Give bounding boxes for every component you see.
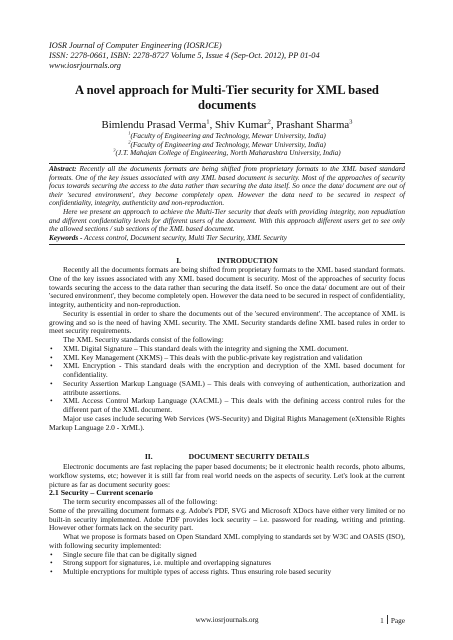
affiliation-text: (Faculty of Engineering and Technology, Mewar University, India) [130, 131, 326, 140]
body-paragraph: The term security encompasses all of the following: [63, 497, 218, 506]
author-name: Shiv Kumar [215, 119, 268, 131]
list-item [49, 380, 405, 398]
body-paragraph: Major use cases include securing Web Services (WS-Security) and Digital Rights Management (eXtensible Rights Markup Language 2.0 - XrML). [49, 413, 405, 432]
affiliation-superscript: 3 [113, 147, 116, 153]
abstract-text: Recently all the documents formats are being shifted from proprietary formats to the XML based standard formats. One of the key issues associated with any XML based document is security. Most of the approaches of security focus towards securing the access to the data rather than securing the data itself. So once the data/ document are out of their 'secured environment', they become completely open. However the data need to be secured in respect of confidentiality, integrity, authenticity and non-reproduction. [49, 164, 405, 208]
footer-url: www.iosrjournals.org [195, 615, 259, 624]
subsection-title: 2.1 Security – Current scenario [49, 488, 154, 498]
page-separator [387, 615, 388, 624]
affiliation [49, 149, 405, 158]
bullet-icon: • [50, 558, 53, 568]
list-item [49, 362, 405, 380]
paper-title: A novel approach for Multi-Tier security for XML based documents [75, 83, 379, 112]
section-title: INTRODUCTION [217, 256, 278, 265]
author-list [49, 119, 405, 131]
section-title: DOCUMENT SECURITY DETAILS [188, 452, 310, 461]
bullet-icon: • [50, 352, 53, 362]
abstract-paragraph: Here we present an approach to achieve the Multi-Tier security that deals with providing integrity, non repudiation and different confidentiality levels for different users of the document. With this approach different users get to see only the allowed sections / sub sections of the XML based document. [49, 206, 405, 234]
journal-url: www.iosrjournals.org [49, 60, 121, 70]
bullet-icon: • [50, 549, 53, 559]
abstract-paragraph [49, 165, 405, 208]
affiliation-text: (Faculty of Engineering and Technology, Mewar University, India) [130, 139, 326, 149]
section-heading [49, 256, 405, 265]
author-name: Bimlendu Prasad Verma [101, 119, 207, 131]
list-item-text: XML Key Management (XKMS) – This deals with the public-private key registration and validation [63, 352, 363, 362]
list-item-text: Strong support for signatures, i.e. multiple and overlapping signatures [63, 558, 272, 568]
journal-header [49, 41, 389, 70]
body-paragraph: The XML Security standards consist of the following: [63, 335, 224, 344]
abstract-block [49, 165, 405, 242]
body-paragraph: Recently all the documents formats are being shifted from proprietary formats to the XML based standard formats. One of the key issues associated with any XML based document is security. Most of the approaches of security focus towards securing the access to the data rather than securing the data itself. So once the data/ document are out of their 'secured environment', they become completely open. However the data need to be secured in respect of confidentiality, integrity, authenticity and non-reproduction. [49, 265, 405, 309]
body-paragraph: Some of the prevailing document formats e.g. Adobe's PDF, SVG and Microsoft XDocs have either very limited or no built-in security implemented. Adobe PDF provides lock security – i.e. password for reading, writing and printing. However other formats lack on the security part. [49, 505, 405, 533]
author-name: Prashant Sharma [276, 119, 350, 131]
list-item [49, 568, 405, 577]
bullet-icon: • [50, 343, 53, 353]
section-number: II. [144, 452, 153, 461]
author-separator: , [270, 119, 277, 131]
list-item [49, 397, 405, 415]
author-superscript: 2 [267, 118, 271, 126]
journal-issn: ISSN: 2278-0661, ISBN: 2278-8727 Volume 5, Issue 4 (Sep-Oct. 2012), PP 01-04 [49, 50, 320, 60]
bullet-icon: • [50, 378, 53, 388]
abstract-label: Abstract: [49, 164, 77, 173]
page-footer [49, 615, 405, 625]
affiliation-text: (J.T. Mahajan College of Engineering, North Maharashtra University, India) [115, 148, 341, 158]
body-paragraph: Electronic documents are fast replacing the paper based documents; be it electronic health records, photo albums, workflow systems, etc; however it is still far from real world needs on the aspects of security. Let's look at the current picture as far as document security goes: [49, 462, 405, 489]
list-item-text: XML Digital Signature – This standard deals with the integrity and signing the XML document. [63, 343, 349, 353]
affiliation-list [49, 132, 405, 158]
section-number: I. [176, 256, 182, 265]
bullet-list [49, 551, 405, 577]
page-label: Page [390, 616, 405, 625]
body-paragraph: What we propose is formats based on Open Standard XML complying to standards set by W3C and OASIS (ISO), with following security implemented: [49, 532, 405, 550]
affiliation-superscript: 1 [128, 130, 131, 136]
list-item-text: Security Assertion Markup Language (SAML) – This deals with conveying of authentication, authorization and attribute assertions. [63, 378, 405, 397]
list-item-text: Single secure file that can be digitally signed [63, 549, 197, 559]
bullet-icon: • [50, 361, 53, 371]
body-paragraph: Security is essential in order to share the documents out of the 'secured environment'. The acceptance of XML is growing and so is the need of having XML security. The XML Security standards define XML based rules in order to meet security requirements. [49, 308, 405, 336]
section-heading [49, 452, 405, 461]
abstract-bottom-rule [49, 244, 405, 245]
keywords-label: Keywords - [49, 232, 83, 242]
section-body [49, 266, 405, 432]
bullet-icon: • [50, 567, 53, 576]
author-separator: , [209, 119, 216, 131]
affiliation-superscript: 2 [128, 139, 131, 145]
section-body [49, 463, 405, 577]
page-number-value: 1 [380, 616, 384, 625]
journal-name: IOSR Journal of Computer Engineering (IOSRJCE) [49, 41, 222, 50]
list-item-text: XML Encryption - This standard deals with the encryption and decryption of the XML based document for confidentiality. [63, 361, 405, 379]
bullet-icon: • [50, 396, 53, 406]
page-number [380, 615, 405, 625]
author-superscript: 1 [206, 118, 210, 126]
author-superscript: 3 [349, 118, 353, 126]
keywords [49, 234, 405, 243]
list-item-text: XML Access Control Markup Language (XACML) – This deals with the defining access control rules for the different part of the XML document. [63, 396, 405, 414]
bullet-list [49, 345, 405, 415]
keywords-text: Access control, Document security, Multi Tier Security, XML Security [82, 232, 288, 242]
list-item-text: Multiple encryptions for multiple types of access rights. Thus ensuring role based security [63, 567, 332, 576]
